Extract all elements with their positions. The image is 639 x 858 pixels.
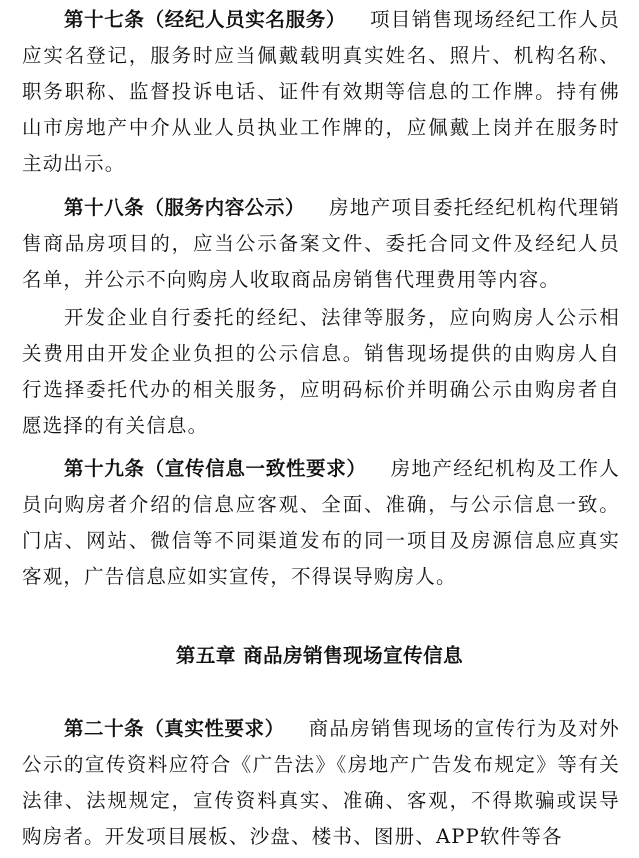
article-18-title: 第十八条（服务内容公示） <box>64 196 306 219</box>
article-19 <box>22 451 620 595</box>
article-20 <box>22 711 620 855</box>
article-20-title: 第二十条（真实性要求） <box>64 717 285 740</box>
article-20-text: 商品房销售现场的宣传行为及对外公示的宣传资料应符合《广告法》《房地产广告发布规定》等有关法律、法规规定，宣传资料真实、准确、客观，不得欺骗或误导购房者。开发项目展板、沙盘、楼书、图册、APP软件等各 <box>22 717 620 848</box>
chapter-5-heading: 第五章 商品房销售现场宣传信息 <box>175 644 464 667</box>
article-18-text: 房地产项目委托经纪机构代理销售商品房项目的，应当公示备案文件、委托合同文件及经纪人员名单，并公示不向购房人收取商品房销售代理费用等内容。 <box>22 196 620 291</box>
article-18 <box>22 190 620 298</box>
article-17-title: 第十七条（经纪人员实名服务） <box>64 8 347 31</box>
article-19-title: 第十九条（宣传信息一致性要求） <box>64 457 367 480</box>
article-17 <box>22 2 620 182</box>
article-18-text-2: 开发企业自行委托的经纪、法律等服务，应向购房人公示相关费用由开发企业负担的公示信息。销售现场提供的由购房人自行选择委托代办的相关服务，应明码标价并明确公示由购房者自愿选择的有关信息。 <box>22 306 620 437</box>
article-19-text: 房地产经纪机构及工作人员向购房者介绍的信息应客观、全面、准确，与公示信息一致。门店、网站、微信等不同渠道发布的同一项目及房源信息应真实客观，广告信息应如实宣传，不得误导购房人。 <box>22 457 620 588</box>
article-18-paragraph-2 <box>22 300 620 444</box>
article-17-text: 项目销售现场经纪工作人员应实名登记，服务时应当佩戴载明真实姓名、照片、机构名称、职务职称、监督投诉电话、证件有效期等信息的工作牌。持有佛山市房地产中介从业人员执业工作牌的，应佩戴上岗并在服务时主动出示。 <box>22 8 620 175</box>
